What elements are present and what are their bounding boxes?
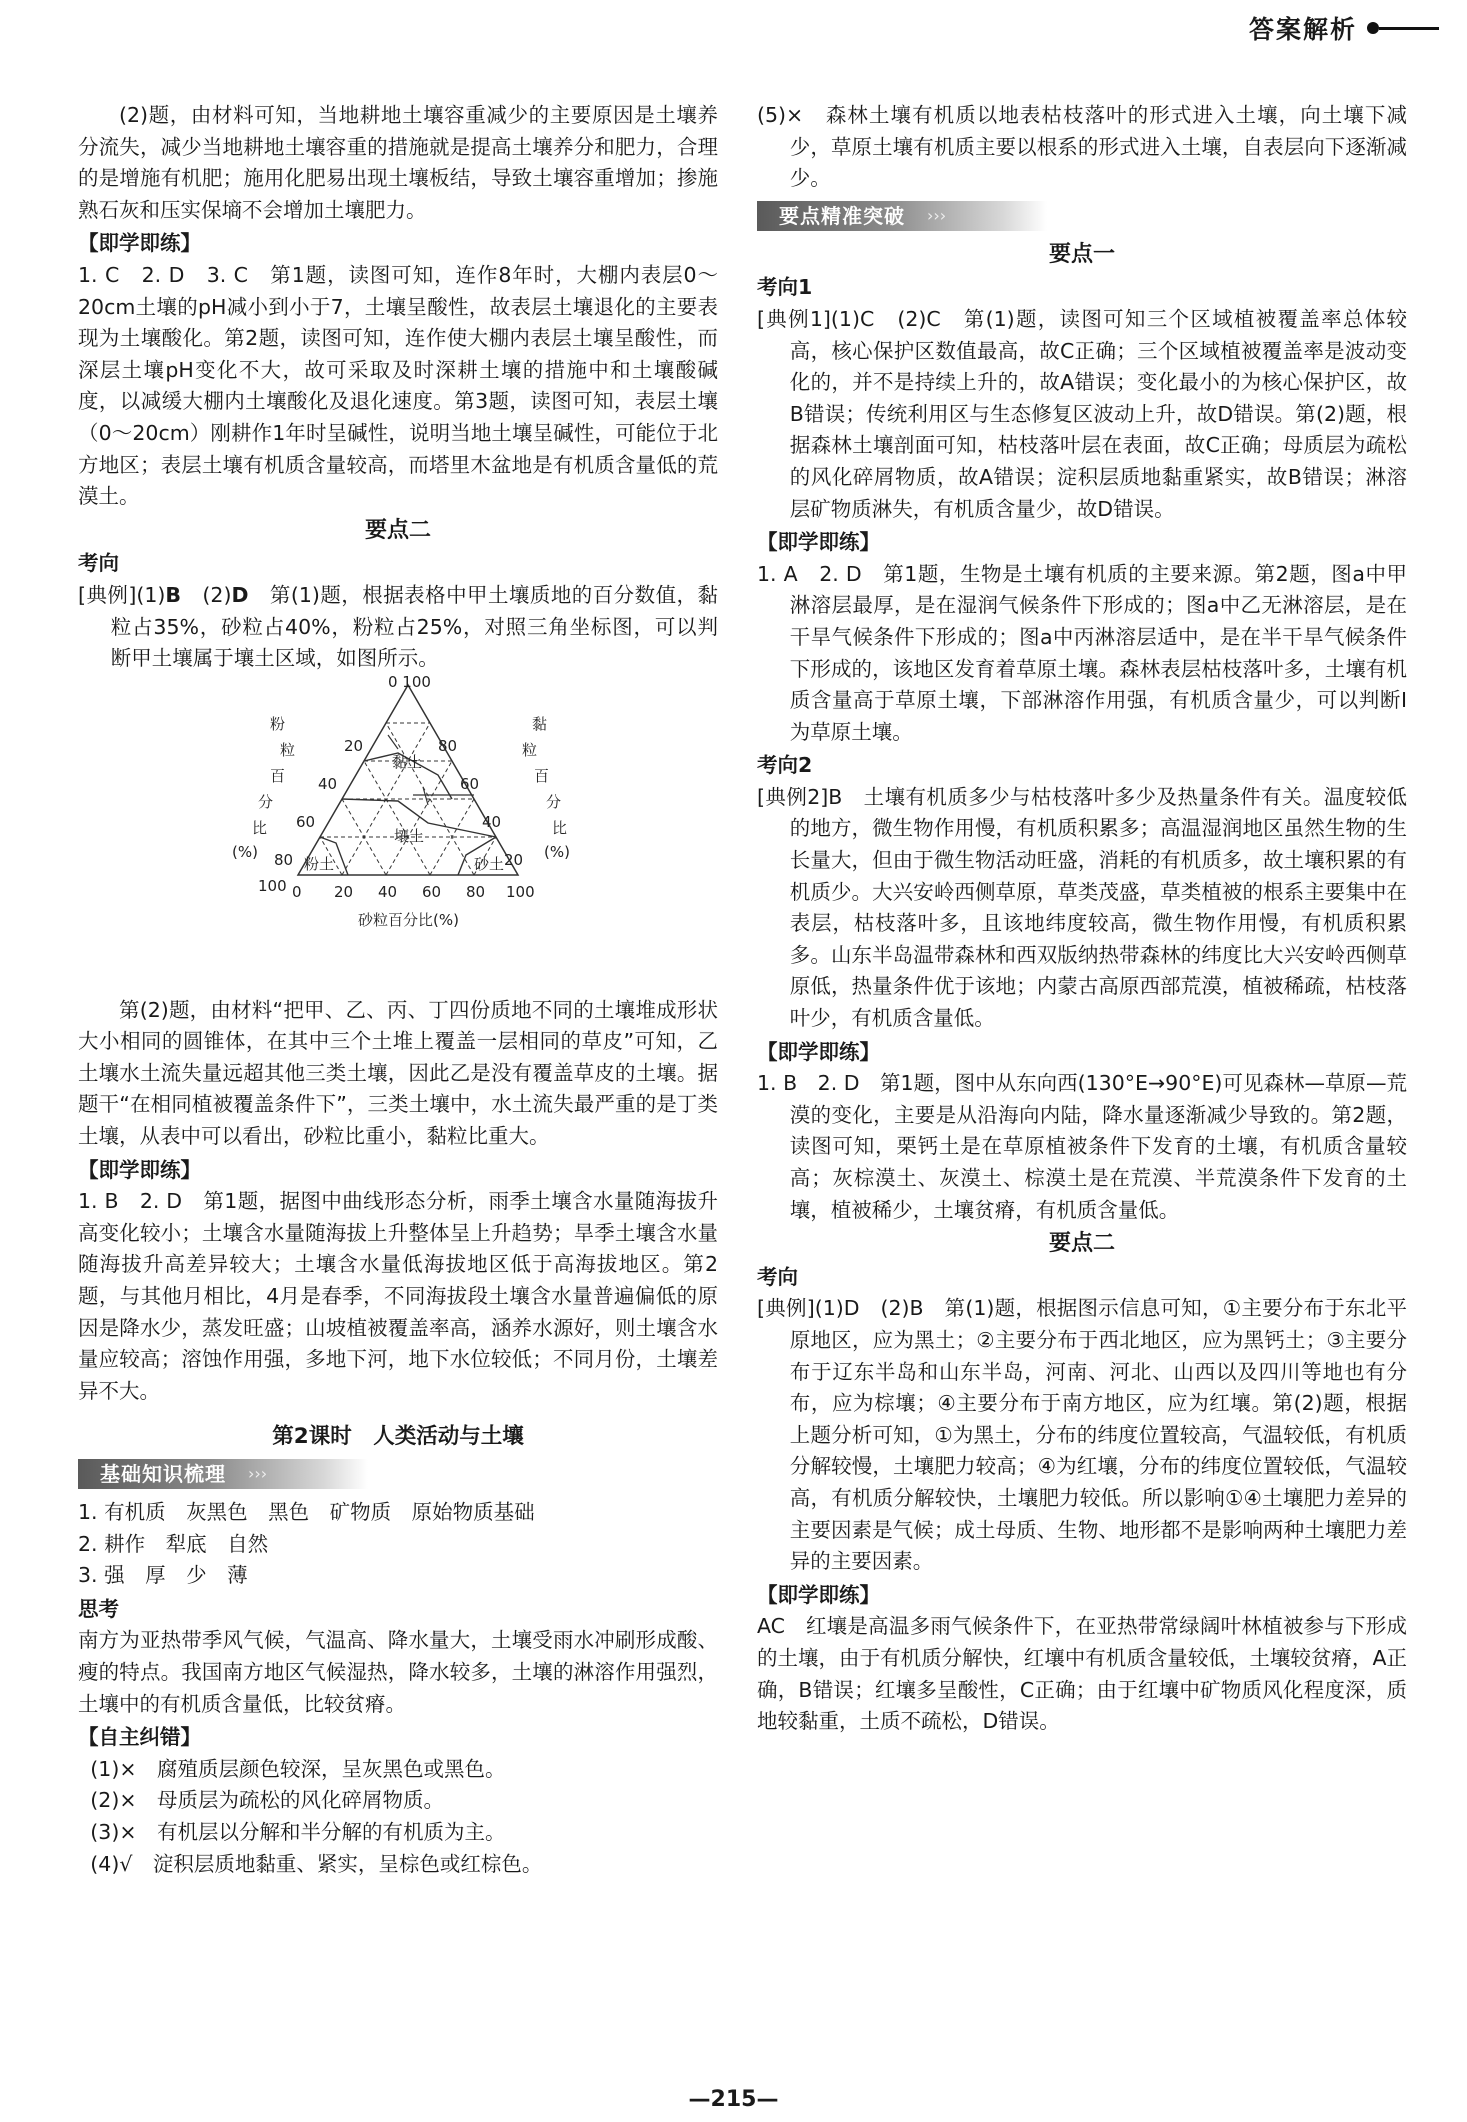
correction-item-1: (1)× 腐殖质层颜色较深，呈灰黑色或黑色。: [90, 1756, 506, 1781]
bottom-tick-1: 0: [292, 882, 302, 901]
correction-item-2: (2)× 母质层为疏松的风化碎屑物质。: [90, 1788, 445, 1813]
bottom-tick-3: 40: [378, 882, 398, 901]
practice-answer-3: 1. A 2. D 第1题，生物是土壤有机质的主要来源。第2题，图a中甲淋溶层最厚，是在湿润气候条件下形成的；图a中乙无淋溶层，是在干旱气候条件下形成的；图a中丙淋溶层适中，是在半干旱气候条件下形成的，该地区发育着草原土壤。森林表层枯枝落叶多，土壤有机质含量高于草原土壤，下部淋溶作用强，有机质含量少，可以判断Ⅰ为草原土壤。: [757, 561, 1407, 744]
left-tick-60: 60: [296, 812, 316, 831]
practice-label-2: 【即学即练】: [78, 1157, 201, 1182]
region-loam: 壤土: [394, 826, 425, 845]
region-silt: 粉土: [304, 854, 335, 873]
chevron-right-icon: ›››: [927, 205, 947, 225]
left-label-3: 分: [258, 792, 274, 811]
left-label-5: (%): [232, 842, 258, 861]
right-label-4: 比: [552, 818, 568, 837]
practice-label-5: 【即学即练】: [757, 1582, 880, 1607]
example-1-paragraph: [典例1](1)C (2)C 第(1)题，读图可知三个区域植被覆盖率总体较高，核心保护区数值最高，故C正确；三个区域植被覆盖率是波动变化的，并不是持续上升的，故A错误；变化最小的为核心保护区，故B错误；传统利用区与生态修复区波动上升，故D错误。第(2)题，根据森林土壤剖面可知，枯枝落叶层在表面，故C正确；母质层为疏松的风化碎屑物质，故A错误；淀积层质地黏重紧实，故B错误；淋溶层矿物质淋失，有机质含量少，故D错误。: [757, 306, 1407, 521]
correction-item-3: (3)× 有机层以分解和半分解的有机质为主。: [90, 1819, 506, 1844]
x-axis-label: 砂粒百分比(%): [358, 910, 459, 929]
right-tick-40: 40: [482, 812, 502, 831]
section-title-1: 要点一: [1048, 241, 1115, 267]
kaoxiang-1-label: 考向1: [757, 275, 813, 300]
left-label-1: 粒: [280, 740, 296, 759]
left-label-2: 百: [270, 766, 286, 785]
section-title: 要点二: [364, 517, 431, 543]
practice-answer-5: AC 红壤是高温多雨气候条件下，在亚热带常绿阔叶林植被参与下形成的土壤，由于有机质分解快，红壤中有机质含量较低，土壤较贫瘠，A正确，B错误；红壤多呈酸性，C正确；由于红壤中矿物质风化程度深，质地较黏重，土质不疏松，D错误。: [757, 1614, 1407, 1734]
bottom-tick-4: 60: [422, 882, 442, 901]
section-title-2: 要点二: [1048, 1231, 1115, 1257]
left-tick-20: 20: [344, 736, 364, 755]
left-tick-80: 80: [274, 850, 294, 869]
bottom-tick-2: 20: [334, 882, 354, 901]
right-label-2: 百: [534, 766, 550, 785]
left-tick-40: 40: [318, 774, 338, 793]
focus-breakthrough-bar: 要点精准突破 ›››: [757, 201, 1047, 231]
kaoxiang-3-label: 考向: [757, 1264, 798, 1289]
think-label: 思考: [78, 1596, 119, 1621]
chevron-right-icon: ›››: [248, 1464, 268, 1483]
correction-label: 【自主纠错】: [78, 1725, 201, 1750]
left-label-4: 比: [252, 818, 268, 837]
region-clay: 黏土: [392, 752, 423, 771]
right-column: [757, 100, 1407, 1738]
bottom-tick-0: 100: [258, 876, 287, 895]
kaoxiang-2-label: 考向2: [757, 753, 813, 778]
right-label-5: (%): [544, 842, 570, 861]
lesson-title: 第2课时 人类活动与土壤: [272, 1424, 524, 1450]
left-column: [78, 100, 718, 1880]
example-2-paragraph: [典例2]B 土壤有机质多少与枯枝落叶多少及热量条件有关。温度较低的地方，微生物作用慢，有机质积累多；高温湿润地区虽然生物的生长量大，但由于微生物活动旺盛，消耗的有机质多，故土壤积累的有机质少。大兴安岭西侧草原，草类茂盛，草类植被的根系主要集中在表层，枯枝落叶多，且该地纬度较高，微生物作用慢，有机质积累多。山东半岛温带森林和西双版纳热带森林的纬度比大兴安岭西侧草原低，热量条件优于该地；内蒙古高原西部荒漠，植被稀疏，枯枝落叶少，有机质含量低。: [757, 784, 1407, 1031]
header-dot-icon: [1367, 22, 1379, 34]
basic-knowledge-bar: 基础知识梳理 ›››: [78, 1459, 368, 1489]
example-paragraph-2: 第(2)题，由材料“把甲、乙、丙、丁四份质地不同的土壤堆成形状大小相同的圆锥体，在其中三个土堆上覆盖一层相同的草皮”可知，乙土壤水土流失量远超其他三类土壤，因此乙是没有覆盖草皮的土壤。据题干“在相同植被覆盖条件下”，三类土壤中，水土流失最严重的是丁类土壤，从表中可以看出，砂粒比重小，黏粒比重大。: [78, 997, 718, 1149]
right-tick-60: 60: [460, 774, 480, 793]
intro-paragraph: (2)题，由材料可知，当地耕地土壤容重减少的主要原因是土壤养分流失，减少当地耕地土壤容重的措施就是提高土壤养分和肥力，合理的是增施有机肥；施用化肥易出现土壤板结，导致土壤容重增加；掺施熟石灰和压实保墒不会增加土壤肥力。: [78, 103, 718, 222]
practice-answer-2: 1. B 2. D 第1题，据图中曲线形态分析，雨季土壤含水量随海拔升高变化较小；土壤含水量随海拔上升整体呈上升趋势；旱季土壤含水量随海拔升高差异较大；土壤含水量低海拔地区低于高海拔地区。第2题，与其他月相比，4月是春季，不同海拔段土壤含水量普遍偏低的原因是降水少，蒸发旺盛；山坡植被覆盖率高，涵养水源好，则土壤含水量应较高；溶蚀作用强，多地下河，地下水位较低；不同月份，土壤差异不大。: [78, 1189, 718, 1403]
correction-item-4: (4)√ 淀积层质地黏重、紧实，呈棕色或红棕色。: [90, 1851, 543, 1876]
think-paragraph: 南方为亚热带季风气候，气温高、降水量大，土壤受雨水冲刷形成酸、瘦的特点。我国南方地区气候湿热，降水较多，土壤的淋溶作用强烈，土壤中的有机质含量低，比较贫瘠。: [78, 1628, 718, 1716]
left-label-0: 粉: [270, 714, 286, 733]
top-tick: 0 100: [388, 674, 431, 691]
practice-label-4: 【即学即练】: [757, 1039, 880, 1064]
right-label-1: 粒: [522, 740, 538, 759]
page-header: [1249, 10, 1439, 46]
example-3-paragraph: [典例](1)D (2)B 第(1)题，根据图示信息可知，①主要分布于东北平原地区，应为黑土；②主要分布于西北地区，应为黑钙土；③主要分布于辽东半岛和山东半岛，河南、河北、山西以及四川等地也有分布，应为棕壤；④主要分布于南方地区，应为红壤。第(2)题，根据上题分析可知，①为黑土，分布的纬度位置较高，气温较低，有机质分解较慢，土壤肥力较高；④为红壤，分布的纬度位置较低，气温较高，有机质分解较快，土壤肥力较低。所以影响①④土壤肥力差异的主要因素是气候；成土母质、生物、地形都不是影响两种土壤肥力差异的主要因素。: [757, 1296, 1407, 1574]
practice-answer: 1. C 2. D 3. C 第1题，读图可知，连作8年时，大棚内表层0～20cm土壤的pH减小到小于7，土壤呈酸性，故表层土壤退化的主要表现为土壤酸化。第2题，读图可知，连作使大棚内表层土壤呈酸性，而深层土壤pH变化不大，故可采取及时深耕土壤的措施中和土壤酸碱度，以减缓大棚内土壤酸化及退化速度。第3题，读图可知，表层土壤（0～20cm）刚耕作1年时呈碱性，说明当地土壤呈碱性，可能位于北方地区；表层土壤有机质含量较高，而塔里木盆地是有机质含量低的荒漠土。: [78, 262, 718, 509]
bottom-tick-6: 100: [506, 882, 535, 901]
bottom-tick-5: 80: [466, 882, 486, 901]
practice-answer-4: 1. B 2. D 第1题，图中从东向西(130°E→90°E)可见森林—草原—荒漠的变化，主要是从沿海向内陆，降水量逐渐减少导致的。第2题，读图可知，栗钙土是在草原植被条件下发育的土壤，有机质含量较高；灰棕漠土、灰漠土、棕漠土是在荒漠、半荒漠条件下发育的土壤，植被稀少，土壤贫瘠，有机质含量低。: [757, 1071, 1407, 1222]
header-title: 答案解析: [1248, 15, 1357, 44]
practice-label: 【即学即练】: [78, 231, 201, 256]
example-paragraph: [典例](1)B (2)D 第(1)题，根据表格中甲土壤质地的百分数值，黏粒占35%，砂粒占40%，粉粒占25%，对照三角坐标图，可以判断甲土壤属于壤土区域，如图所示。: [78, 582, 718, 671]
kaoxiang-label: 考向: [78, 551, 119, 576]
basic-item-3: 3. 强 厚 少 薄: [78, 1563, 248, 1588]
practice-label-3: 【即学即练】: [757, 530, 880, 555]
region-sand: 砂土: [474, 854, 505, 873]
header-rule: [1379, 27, 1439, 30]
right-tick-80: 80: [438, 736, 458, 755]
triangle-svg: [198, 675, 618, 995]
right-label-3: 分: [546, 792, 562, 811]
basic-item-1: 1. 有机质 灰黑色 黑色 矿物质 原始物质基础: [78, 1500, 535, 1524]
page-number: —215—: [688, 2087, 779, 2112]
right-label-0: 黏: [532, 714, 548, 733]
basic-item-2: 2. 耕作 犁底 自然: [78, 1531, 269, 1556]
right-tick-20: 20: [504, 850, 524, 869]
correction-item-5: (5)× 森林土壤有机质以地表枯枝落叶的形式进入土壤，向土壤下减少，草原土壤有机质主要以根系的形式进入土壤，自表层向下逐渐减少。: [757, 103, 1407, 191]
soil-texture-triangle: [198, 675, 618, 995]
